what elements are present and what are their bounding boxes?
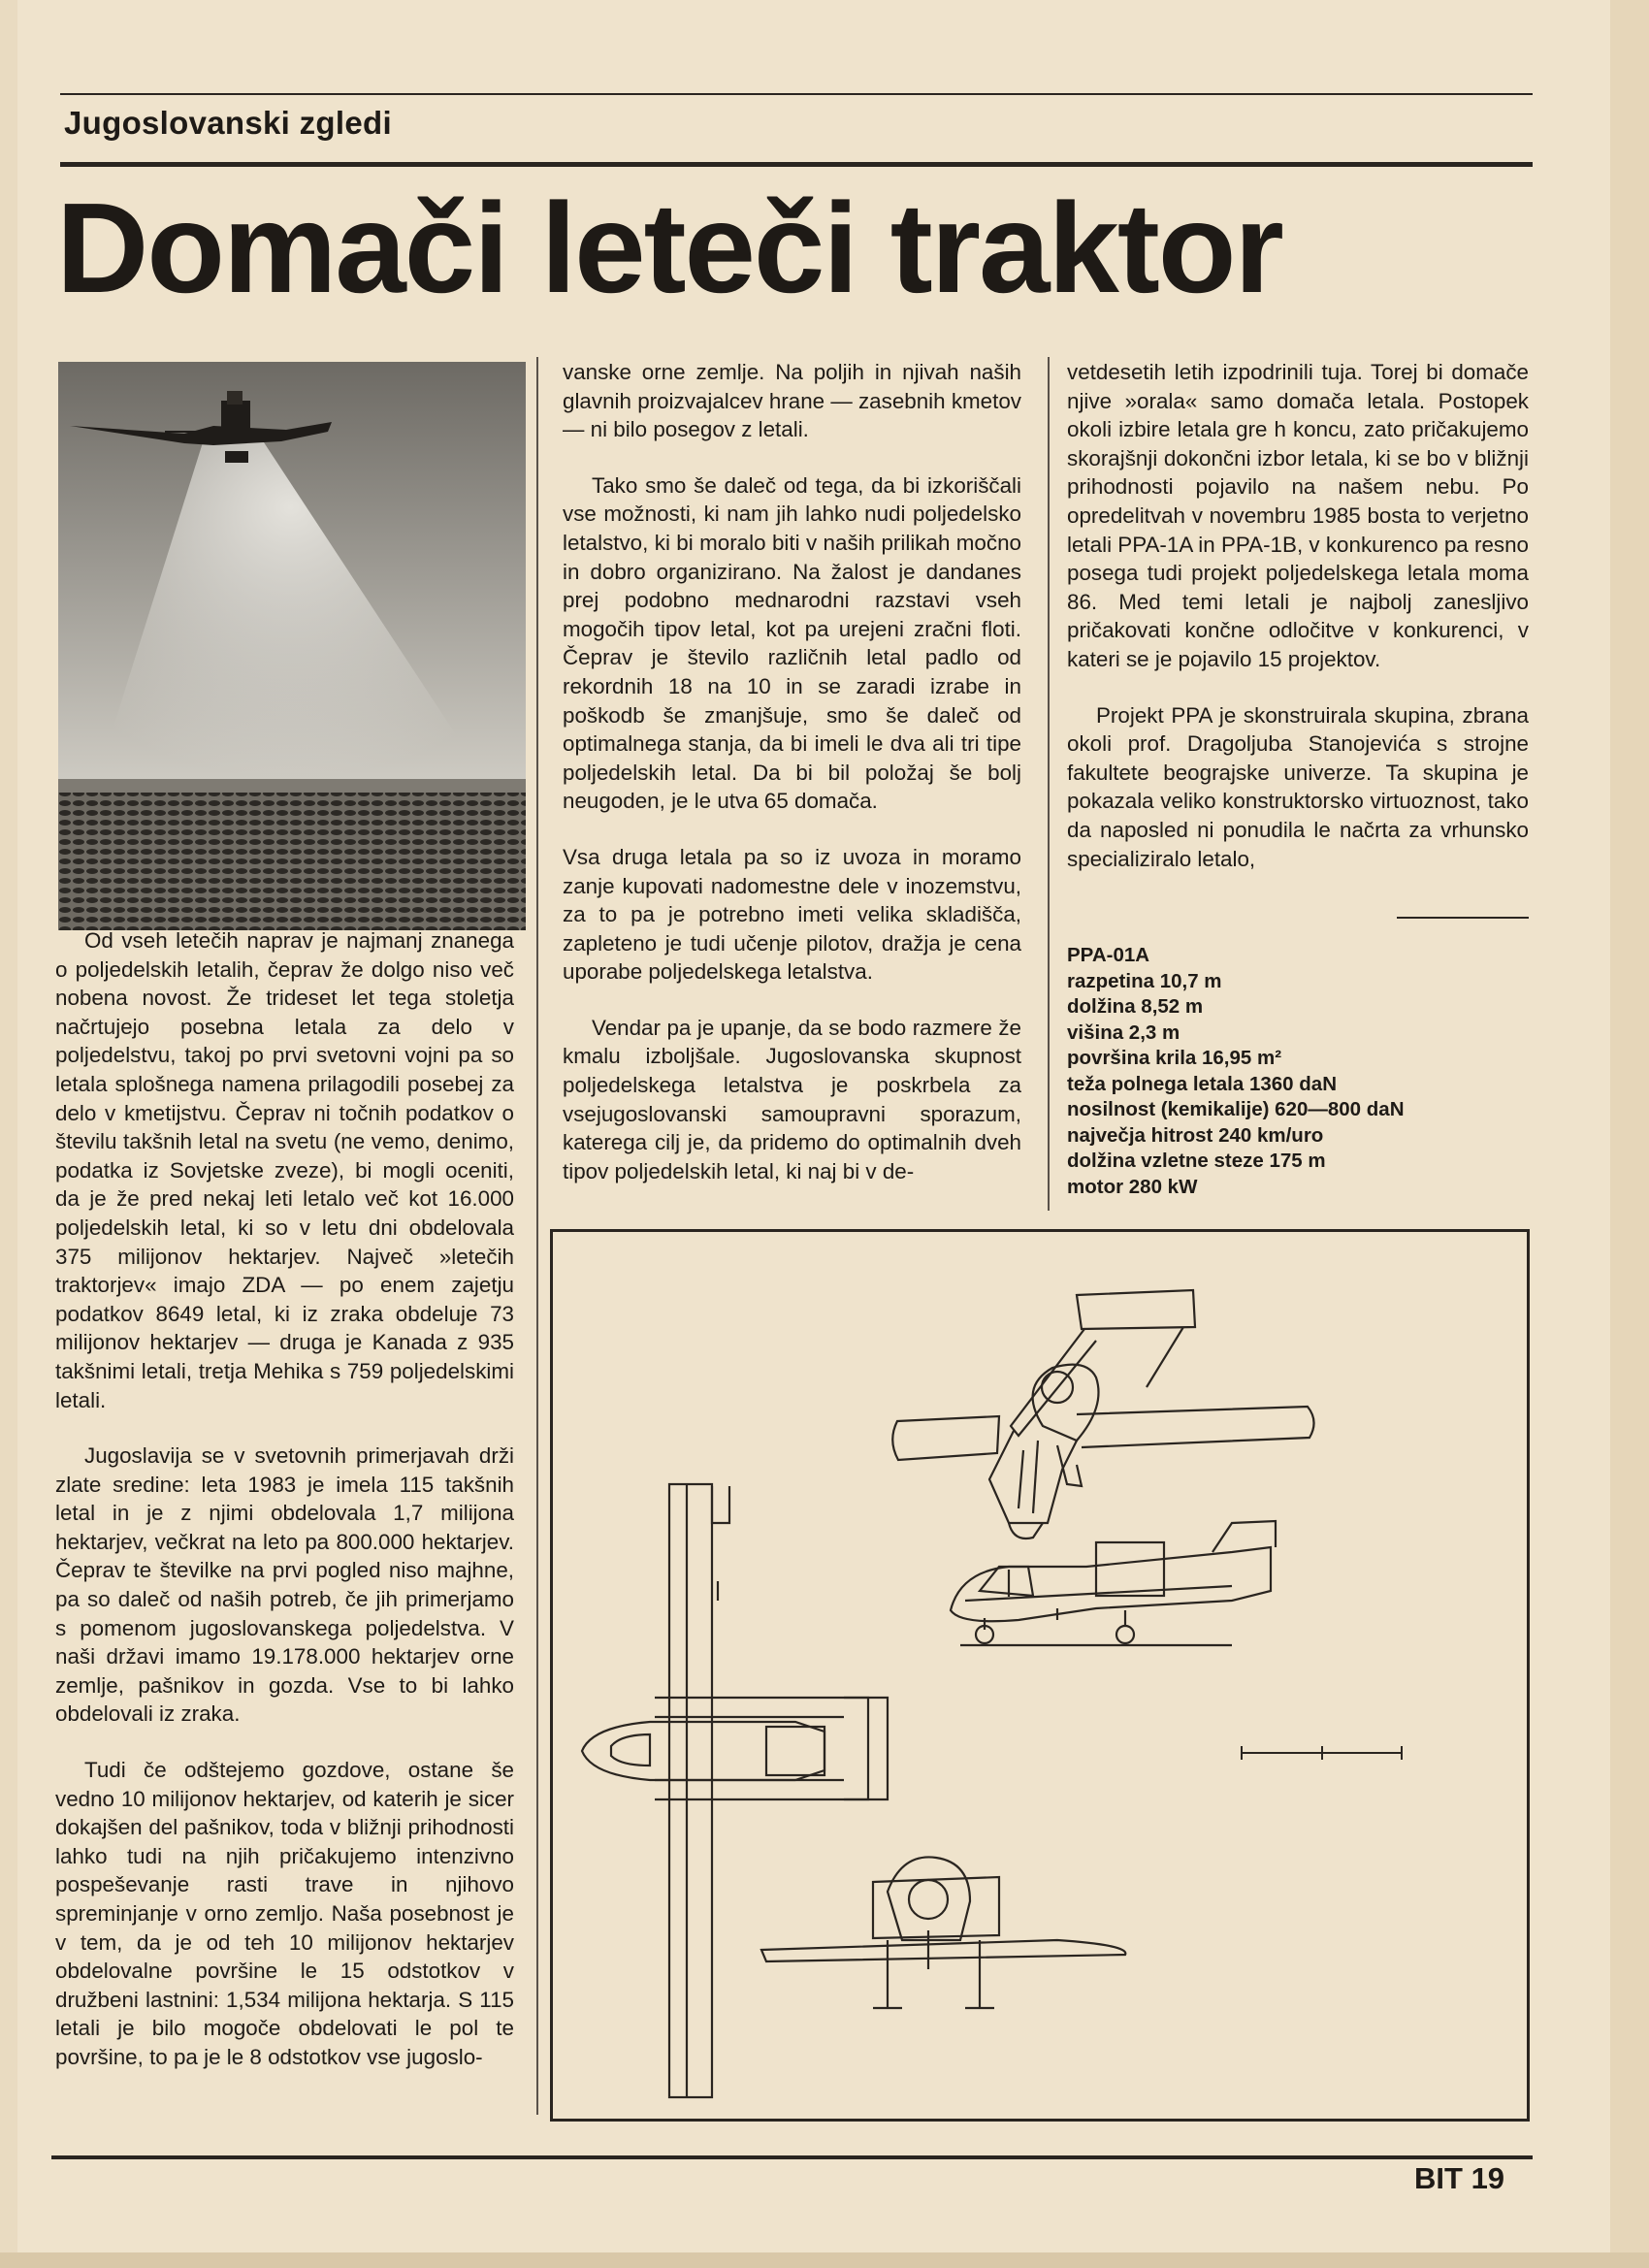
drawing-svg [553, 1232, 1527, 2119]
section-rule [60, 162, 1533, 167]
specs-box [1067, 943, 1405, 1200]
magazine-name: BIT [1414, 2161, 1463, 2195]
spec-line: nosilnost (kemikalije) 620—800 daN [1067, 1098, 1405, 1120]
bottom-rule [51, 2155, 1533, 2159]
crop-duster-photo [58, 362, 526, 930]
section-label: Jugoslovanski zgledi [64, 105, 392, 141]
front-view [761, 1857, 1125, 2008]
spec-line: dolžina 8,52 m [1067, 995, 1204, 1018]
paragraph: Tako smo še daleč od tega, da bi izkoriščali vse možnosti, ki nam jih lahko nudi poljedelsko letalstvo, ki bi moralo biti v naših prilikah močno in dobro organizirano. Na žalost je dandanes prej podobno mednarodni razstavi vseh mogočih tipov letal, kot pa urejeni zračni floti. Čeprav je število različnih letal padlo od rekordnih 18 na 10 in se zaradi izrabe in poškodb še zmanjšuje, smo še daleč od optimalnega stanja, da bi imeli le dva ali tri tipe poljedelskih letal. Da bi bil položaj še bolj neugoden, je le utva 65 domača. [563, 472, 1021, 814]
paragraph: Jugoslavija se v svetovnih primerjavah drži zlate sredine: leta 1983 je imela 115 takšnih letal in je z njimi obdelovala 1,7 milijona hektarjev, večkrat na leto pa 800.000 hektarjev. Čeprav te številke na prvi pogled niso majhne, pa so daleč od naših potreb, če jih primerjamo s pomenom jugoslovanskega poljedelstva. V naši državi imamo 19.178.000 hektarjev orne zemlje, pašnikov in gozda. Vse to bi lahko obdelovali iz zraka. [55, 1443, 514, 1727]
side-view [951, 1521, 1276, 1645]
top-view [582, 1484, 888, 2097]
aircraft-three-view-drawing [550, 1229, 1530, 2122]
page-gutter [0, 0, 17, 2268]
spec-line: največja hitrost 240 km/uro [1067, 1123, 1324, 1147]
paragraph: Od vseh letečih naprav je najmanj znanega o poljedelskih letalih, čeprav že dolgo niso več nobena novost. Že trideset let tega stoletja načrtujejo posebna letala za delo v poljedelstvu, takoj po prvi svetovni vojni pa so letala splošnega namena prilagodili posebej za delo v kmetijstvu. Čeprav ni točnih podatkov o številu takšnih letal na svetu (ne vemo, denimo, podatka iz Sovjetske zveze), bi mogli oceniti, da je že pred nekaj leti letalo več kot 16.000 poljedelskih letal, ki so v letu dni obdelovala 375 milijonov hektarjev. Največ »letečih traktorjev« imajo ZDA — po enem zajetju podatkov 8649 letal, ki iz zraka obdeluje 73 milijonov hektarjev — druga je Kanada z 935 takšnimi letali, tretja Mehika s 759 poljedelskimi letali. [55, 928, 514, 1412]
article-title: Domači leteči traktor [56, 177, 1282, 319]
photo-image [58, 362, 526, 930]
column-middle [563, 358, 1021, 1213]
top-rule [60, 93, 1533, 95]
spec-line: razpetina 10,7 m [1067, 969, 1222, 992]
specs-rule [1397, 917, 1529, 919]
paragraph: Projekt PPA je skonstruirala skupina, zbrana okoli prof. Dragoljuba Stanojevića s strojne fakultete beograjske univerze. Ta skupina je pokazala veliko konstruktorsko virtuoznost, tako da naposled ni ponudila le načrta za vrhunsko specializiralo letalo, [1067, 702, 1529, 871]
page-edge [1610, 0, 1649, 2268]
page-number: 19 [1471, 2161, 1505, 2195]
paragraph: vetdesetih letih izpodrinili tuja. Torej bi domače njive »orala« samo domača letala. Postopek okoli izbire letala gre h koncu, zato pričakujemo skorajšnji dokončni izbor letala, ki se bo v bližnji prihodnosti pojavilo na našem nebu. Po opredelitvah v novembru 1985 bosta to verjetno letali PPA-1A in PPA-1B, v konkurenco pa resno posega tudi projekt poljedelskega letala moma 86. Med temi letali je najbolj zanesljivo pričakovati končne odločitve v konkurenci, v kateri se je pojavilo 15 projektov. [1067, 360, 1529, 671]
paragraph: vanske orne zemlje. Na poljih in njivah naših glavnih proizvajalcev hrane — zasebnih kmetov — ni bilo posegov z letali. [563, 360, 1021, 442]
spec-line: teža polnega letala 1360 daN [1067, 1072, 1338, 1095]
column-rule [1048, 357, 1050, 1211]
paragraph: Vsa druga letala pa so iz uvoza in moramo zanje kupovati nadomestne dele v inozemstvu, za to pa je potrebno imeti velika skladišča, zapleteno je tudi učenje pilotov, dražja je cena uporabe poljedelskega letalstva. [563, 844, 1021, 985]
page-bottom-edge [0, 2252, 1649, 2268]
paragraph: Tudi če odštejemo gozdove, ostane še vedno 10 milijonov hektarjev, od katerih je sicer dokajšen del pašnikov, toda v bližnji prihodnosti lahko tudi na njih pričakujemo intenzivno pospeševanje rasti trave in njihovo spreminjanje v orno zemljo. Naša posebnost je v tem, da je od teh 10 milijonov hektarjev obdelovalne površine le 15 odstotkov v družbeni lastnini: 1,534 milijona hektarja. S 115 letali je bilo mogoče obdelovati le pol te površine, to pa je le 8 odstotkov vse jugoslo- [55, 1758, 514, 2069]
column-left [55, 926, 514, 2099]
page-footer [1414, 2161, 1504, 2196]
scale-bar [1242, 1746, 1402, 1760]
spec-line: površina krila 16,95 m² [1067, 1047, 1282, 1069]
spec-line: dolžina vzletne steze 175 m [1067, 1150, 1326, 1172]
paragraph: Vendar pa je upanje, da se bodo razmere že kmalu izboljšale. Jugoslovanska skupnost poljedelskega letalstva je poskrbela za vsejugoslovanski samoupravni sporazum, katerega cilj je, da pridemo do optimalnih dveh tipov poljedelskih letal, ki naj bi v de- [563, 1015, 1021, 1183]
perspective-view [892, 1290, 1313, 1539]
column-right [1067, 358, 1529, 900]
spec-line: motor 280 kW [1067, 1175, 1198, 1198]
column-rule [536, 357, 538, 2115]
spec-line: višina 2,3 m [1067, 1021, 1180, 1044]
spec-model: PPA-01A [1067, 944, 1150, 966]
